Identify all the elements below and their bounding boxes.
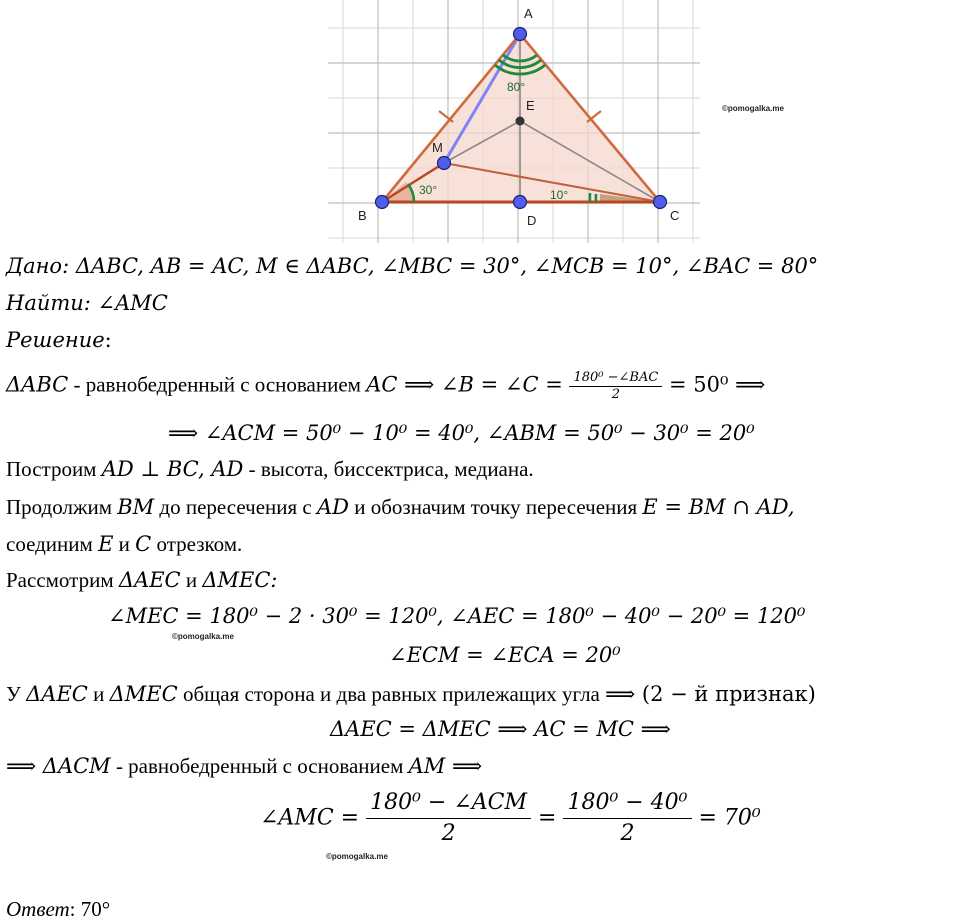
line9-sign: ⟹ (2 − й признак) (605, 682, 816, 706)
line-5 (6, 531, 242, 557)
line6-text-b: и (181, 568, 203, 592)
line11-text: - равнобедренный с основанием (111, 754, 409, 778)
line1-fraction (569, 370, 662, 403)
label-m: M (432, 140, 443, 155)
line4-bm: BM (117, 495, 154, 519)
line1-text: - равнобедренный с основанием (68, 372, 366, 396)
solution-line (6, 327, 112, 353)
line1-result: = 50⁰ ⟹ (662, 372, 765, 396)
line-4 (6, 494, 795, 520)
line4-text-a: Продолжим (6, 495, 117, 519)
line6-aec: ΔAEC (119, 568, 181, 592)
watermark-bottom: ©pomogalka.me (326, 852, 388, 861)
line9-text-a: У (6, 682, 26, 706)
line12-frac1-den: 2 (366, 819, 531, 849)
line-11 (6, 753, 482, 779)
line9-mec: ΔMEC (110, 682, 178, 706)
line4-ad: AD (317, 495, 349, 519)
line5-text-b: и (113, 532, 135, 556)
watermark-figure: ©pomogalka.me (722, 104, 784, 113)
line3-text-b: - высота, биссектриса, медиана. (243, 457, 533, 481)
given-text: : ΔABC, AB = AC, M ∈ ΔABC, ∠MBC = 30°, ∠MCB = 10°, ∠BAC = 80° (62, 254, 818, 278)
label-e: E (526, 98, 535, 113)
line3-math: AD ⊥ BC, AD (102, 457, 244, 481)
find-label: Найти (6, 291, 84, 315)
line-10: ΔAEC = ΔMEC ⟹ AC = MC ⟹ (330, 716, 671, 742)
answer-line (6, 896, 110, 922)
line-12 (260, 788, 761, 849)
line-9 (6, 681, 816, 707)
line4-text-b: до пересечения с (154, 495, 317, 519)
line9-text-c: общая сторона и два равных прилежащих угла (178, 682, 605, 706)
line4-text-c: и обозначим точку пересечения (349, 495, 642, 519)
triangle-figure (328, 0, 700, 243)
point-a (514, 28, 527, 41)
answer-text: : 70° (70, 897, 110, 921)
line12-fraction-2 (563, 788, 691, 849)
label-a: A (524, 6, 533, 21)
line12-lhs: ∠AMC = (260, 806, 366, 831)
given-label: Дано (6, 254, 62, 278)
line12-frac2-num: 180⁰ − 40⁰ (563, 788, 691, 819)
line1-frac-den: 2 (569, 387, 662, 403)
line3-text-a: Построим (6, 457, 102, 481)
line-8: ∠ECM = ∠ECA = 20⁰ (389, 642, 621, 668)
line-2: ⟹ ∠ACM = 50⁰ − 10⁰ = 40⁰, ∠ABM = 50⁰ − 30⁰ = 20⁰ (168, 420, 755, 446)
point-e (516, 117, 525, 126)
line1-math: AC ⟹ ∠B = ∠C = (366, 372, 569, 396)
angle-label-mcb: 10° (550, 188, 568, 202)
line11-math-b: AM ⟹ (409, 754, 482, 778)
point-m (438, 157, 451, 170)
find-line (6, 290, 168, 316)
angle-label-bac: 80° (507, 80, 525, 94)
line-7: ∠MEC = 180⁰ − 2 · 30⁰ = 120⁰, ∠AEC = 180⁰ − 40⁰ − 20⁰ = 120⁰ (108, 603, 805, 629)
point-c (654, 196, 667, 209)
line12-frac2-den: 2 (563, 819, 691, 849)
line4-e: E = BM ∩ AD, (642, 495, 794, 519)
answer-label: Ответ (6, 897, 70, 921)
line-3 (6, 456, 534, 482)
line12-eq: = (531, 806, 563, 831)
line5-e: E (98, 532, 113, 556)
line6-text-a: Рассмотрим (6, 568, 119, 592)
given-line (6, 253, 818, 279)
line12-frac1-num: 180⁰ − ∠ACM (366, 788, 531, 819)
label-d: D (527, 213, 536, 228)
line5-c: C (135, 532, 151, 556)
line-1 (6, 370, 765, 403)
line12-result: = 70⁰ (692, 806, 761, 831)
watermark-mid: ©pomogalka.me (172, 632, 234, 641)
line12-fraction-1 (366, 788, 531, 849)
line-6 (6, 567, 278, 593)
line1-frac-num: 180⁰ −∠BAC (569, 370, 662, 387)
line1-triangle: ΔABC (6, 372, 68, 396)
line5-text-c: отрезком. (151, 532, 242, 556)
line9-aec: ΔAEC (26, 682, 88, 706)
point-b (376, 196, 389, 209)
line9-text-b: и (88, 682, 110, 706)
line5-text-a: соединим (6, 532, 98, 556)
label-b: B (358, 208, 367, 223)
angle-label-mbc: 30° (419, 183, 437, 197)
solution-label: Решение (6, 328, 105, 352)
line6-mec: ΔMEC: (202, 568, 277, 592)
label-c: C (670, 208, 679, 223)
solution-colon: : (105, 328, 112, 352)
line11-math-a: ⟹ ΔACM (6, 754, 111, 778)
find-text: : ∠AMC (84, 291, 168, 315)
point-d (514, 196, 527, 209)
